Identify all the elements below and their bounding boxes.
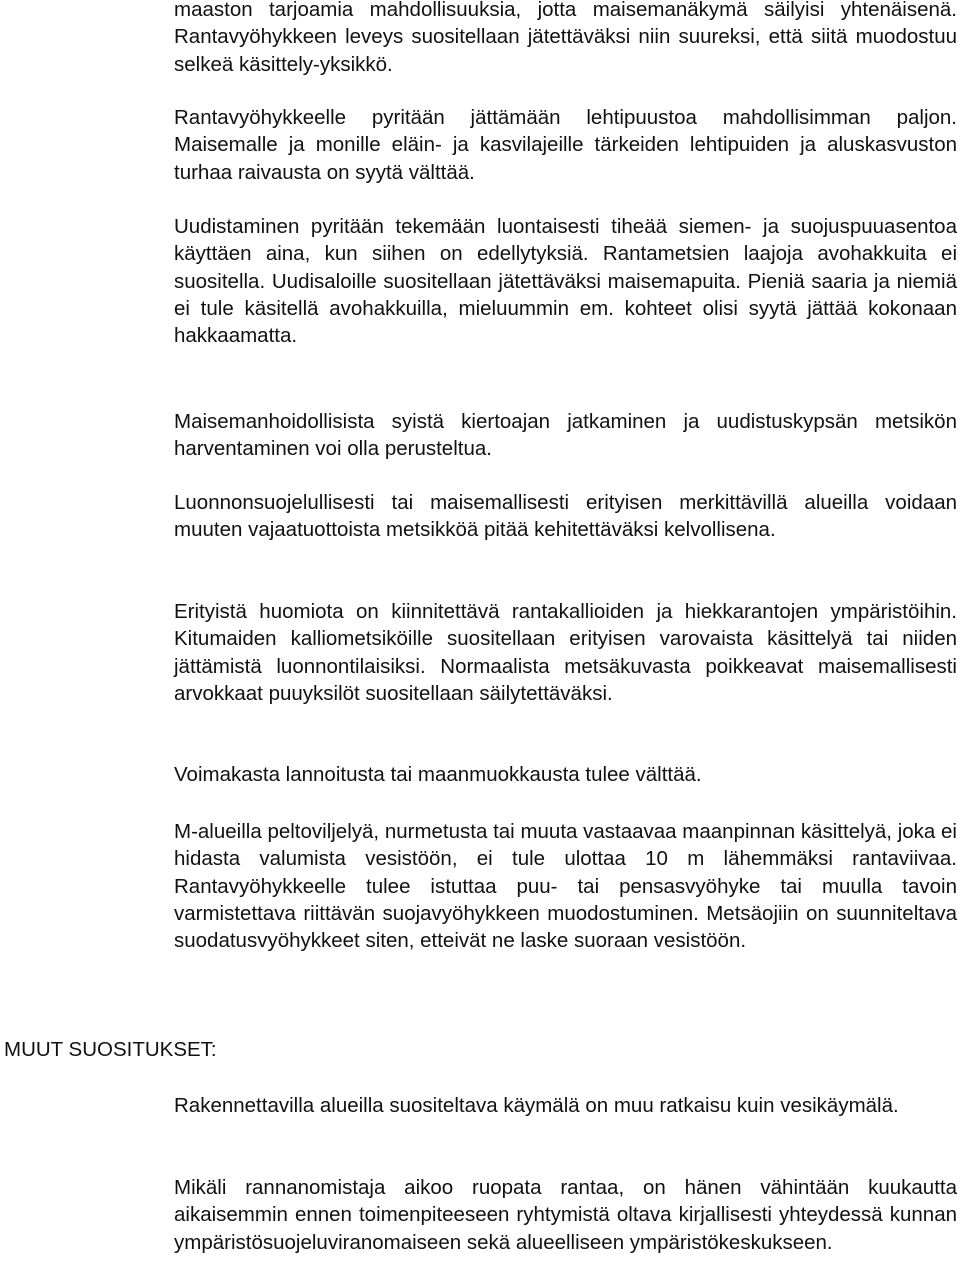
paragraph-m-areas-buffer-zone: M-alueilla peltoviljelyä, nurmetusta tai muuta vastaavaa maanpinnan käsittelyä, joka ei hidasta valumista vesistöön, ei tule ulottaa 10 m lähemmäksi rantaviivaa. Rantavyöhykkeelle tulee istuttaa puu- tai pensasvyöhyke tai muulla tavoin varmistettava riittävän suojavyöhykkeen muodostuminen. Metsäojiin on suunniteltava suodatusvyöhykkeet siten, etteivät ne laske suoraan vesistöön. xyxy=(174,820,957,953)
paragraph-toilet-solution: Rakennettavilla alueilla suositeltava käymälä on muu ratkaisu kuin vesikäymälä. xyxy=(174,1094,899,1117)
section-heading-other-recommendations: MUUT SUOSITUKSET: xyxy=(4,1038,217,1061)
paragraph-deciduous-trees: Rantavyöhykkeelle pyritään jättämään lehtipuustoa mahdollisimman paljon. Maisemalle ja monille eläin- ja kasvilajeille tärkeiden lehtipuiden ja aluskasvuston turhaa raivausta on syytä välttää. xyxy=(174,106,957,184)
paragraph-nature-conservation-areas: Luonnonsuojelullisesti tai maisemallisesti erityisen merkittävillä alueilla voidaan muuten vajaatuottoista metsikköä pitää kehitettäväksi kelvollisena. xyxy=(174,491,957,542)
paragraph-dredging-notice: Mikäli rannanomistaja aikoo ruopata rantaa, on hänen vähintään kuukautta aikaisemmin ennen toimenpiteeseen ryhtymistä oltava kirjallisesti yhteydessä kunnan ympäristösuojeluviranomaiseen sekä alueelliseen ympäristökeskukseen. xyxy=(174,1176,957,1254)
paragraph-rock-and-sand-shores: Erityistä huomiota on kiinnitettävä rantakallioiden ja hiekkarantojen ympäristöihin. Kitumaiden kalliometsiköille suositellaan erityisen varovaista käsittelyä tai niiden jättämistä luonnontilaisiksi. Normaalista metsäkuvasta poikkeavat maisemallisesti arvokkaat puuyksilöt suositellaan säilytettäväksi. xyxy=(174,600,957,705)
paragraph-rotation-extension: Maisemanhoidollisista syistä kiertoajan jatkaminen ja uudistuskypsän metsikön harventaminen voi olla perusteltua. xyxy=(174,410,957,461)
paragraph-fertilization: Voimakasta lannoitusta tai maanmuokkausta tulee välttää. xyxy=(174,763,702,786)
paragraph-landscape-continuation: maaston tarjoamia mahdollisuuksia, jotta maisemanäkymä säilyisi yhtenäisenä. Rantavyöhykkeen leveys suositellaan jätettäväksi niin suureksi, että siitä muodostuu selkeä käsittely-yksikkö. xyxy=(174,0,957,76)
paragraph-regeneration: Uudistaminen pyritään tekemään luontaisesti tiheää siemen- ja suojuspuuasentoa käyttäen aina, kun siihen on edellytyksiä. Rantametsien laajoja avohakkuita ei suositella. Uudisaloille suositellaan jätettäväksi maisemapuita. Pieniä saaria ja niemiä ei tule käsitellä avohakkuilla, mieluummin em. kohteet olisi syytä jättää kokonaan hakkaamatta. xyxy=(174,215,957,348)
